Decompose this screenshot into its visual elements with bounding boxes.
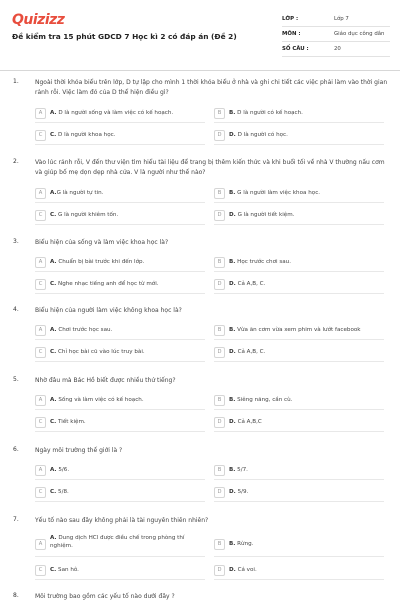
option-text: Tiết kiệm.: [58, 419, 86, 425]
option-underline: [214, 556, 384, 557]
option-text: Cá voi.: [237, 567, 257, 573]
question-text: Nhờ đâu mà Bác Hồ biết được nhiều thứ tiếng?: [35, 377, 176, 384]
question-item: 3. Biểu hiện của sống và làm việc khoa học là? A A. Chuẩn bị bài trước khi đến lớp. B B. Học trước chơi sau. C C. Nghe nhạc tiếng anh để học từ mới. D D. Cả A,B, C.: [0, 238, 400, 302]
option-underline: [214, 579, 384, 580]
option-letter-box: A: [35, 325, 46, 336]
option-text: Vừa ăn cơm vừa xem phim và lướt facebook: [237, 327, 361, 333]
question-number: 5.: [13, 376, 19, 383]
option-letter-box: A: [35, 108, 46, 119]
option-text: G là người làm việc khoa học.: [237, 190, 321, 196]
question-number: 6.: [13, 446, 19, 453]
option-letter-box: A: [35, 539, 46, 550]
document-title: Đề kiểm tra 15 phút GDCD 7 Học kì 2 có đáp án (Đề 2): [12, 32, 237, 41]
option-letter-box: C: [35, 417, 46, 428]
question-number: 7.: [13, 516, 19, 523]
meta-row-subject: [282, 27, 390, 42]
option-letter-box: B: [214, 395, 225, 406]
option-underline: [214, 293, 384, 294]
option-text: 5/6.: [58, 467, 70, 473]
quizizz-logo: Quizizz: [12, 12, 65, 28]
option-letter-box: B: [214, 257, 225, 268]
option-text: Cả A,B,C: [237, 419, 262, 425]
option-letter-box: A: [35, 395, 46, 406]
question-text: Ngoài thời khóa biểu trên lớp, D tự lập cho mình 1 thời khóa biểu ở nhà và ghi chi tiết các việc phải làm vào thời gian rảnh rỗi. Việc làm đó của D thể hiện điều gì?: [35, 79, 388, 96]
meta-row-count: [282, 42, 390, 57]
option-underline: [214, 501, 384, 502]
meta-label: LỚP :: [282, 16, 299, 22]
option-text: D là người khoa học.: [58, 132, 116, 138]
option-underline: [214, 409, 384, 410]
question-number: 1.: [13, 78, 19, 85]
option-text: D là người có kế hoạch.: [237, 110, 303, 116]
option-letter-box: A: [35, 257, 46, 268]
option-text: Chơi trước học sau.: [58, 327, 113, 333]
question-number: 8.: [13, 592, 19, 599]
question-item: 7. Yếu tố nào sau đây không phải là tài nguyên thiên nhiên? A A. Dung dịch HCl được điều chế trong phòng thí nghiệm. B B. Rừng. C C. San hô. D D. Cá voi.: [0, 516, 400, 590]
option-underline: [214, 479, 384, 480]
question-item: 2. Vào lúc rảnh rỗi, V đến thư viện tìm hiểu tài liệu để trang bị thêm kiến thức và khi buổi tối về nhà V thường nấu cơm và giúp bố mẹ dọn dẹp nhà cửa. V là người như thế nào? A A.G là người tự tin. B B. G là người làm việc khoa học. C C. G là người khiêm tốn. D D. G là người tiết kiệm.: [0, 158, 400, 232]
option-underline: [214, 431, 384, 432]
question-item: [0, 592, 400, 600]
option-letter-box: D: [214, 347, 225, 358]
option-underline: [35, 202, 205, 203]
option-text: G là người tự tin.: [56, 190, 104, 196]
question-text: Môi trường bao gồm các yếu tố nào dưới đây ?: [35, 593, 175, 600]
option-text: Cả A,B, C.: [237, 349, 266, 355]
meta-label: SỐ CÂU :: [282, 46, 309, 52]
question-item: 4. Biểu hiện của người làm việc không khoa học là? A A. Chơi trước học sau. B B. Vừa ăn cơm vừa xem phim và lướt facebook C C. Chỉ học bài cũ vào lúc truy bài. D D. Cả A,B, C.: [0, 306, 400, 370]
option-text: San hô.: [58, 567, 79, 573]
meta-value: Giáo dục công dân: [334, 31, 385, 37]
option-letter-box: B: [214, 325, 225, 336]
option-underline: [214, 339, 384, 340]
option-text: Dung dịch HCl được điều chế trong phòng thí nghiệm.: [50, 535, 185, 549]
option-underline: [35, 409, 205, 410]
option-underline: [214, 271, 384, 272]
question-number: 3.: [13, 238, 19, 245]
option-text: Siêng năng, cần cù.: [237, 397, 293, 403]
option-text: Cả A,B, C.: [237, 281, 266, 287]
option-letter-box: A: [35, 465, 46, 476]
option-letter-box: B: [214, 108, 225, 119]
option-letter-box: C: [35, 565, 46, 576]
option-underline: [214, 122, 384, 123]
option-letter-box: D: [214, 130, 225, 141]
option-text: G là người tiết kiệm.: [237, 212, 295, 218]
option-underline: [35, 501, 205, 502]
option-text: Chỉ học bài cũ vào lúc truy bài.: [58, 349, 145, 355]
option-letter-box: D: [214, 417, 225, 428]
option-letter-box: C: [35, 210, 46, 221]
option-underline: [214, 224, 384, 225]
option-underline: [35, 224, 205, 225]
option-underline: [35, 431, 205, 432]
meta-value: 20: [334, 46, 341, 52]
option-text: Rừng.: [237, 541, 254, 547]
option-underline: [35, 122, 205, 123]
option-underline: [35, 479, 205, 480]
option-letter-box: B: [214, 188, 225, 199]
option-text: 5/9.: [237, 489, 249, 495]
question-text: Yếu tố nào sau đây không phải là tài nguyên thiên nhiên?: [35, 517, 209, 524]
option-letter-box: A: [35, 188, 46, 199]
option-underline: [35, 271, 205, 272]
option-letter-box: C: [35, 487, 46, 498]
question-item: 6. Ngày môi trường thế giới là ? A A. 5/6. B B. 5/7. C C. 5/8. D D. 5/9.: [0, 446, 400, 510]
meta-panel: [282, 12, 390, 57]
option-letter-box: B: [214, 539, 225, 550]
option-text: Sống và làm việc có kế hoạch.: [58, 397, 144, 403]
meta-row-grade: [282, 12, 390, 27]
option-text: Học trước chơi sau.: [237, 259, 292, 265]
option-underline: [35, 339, 205, 340]
option-underline: [214, 144, 384, 145]
option-text: Nghe nhạc tiếng anh để học từ mới.: [58, 281, 159, 287]
question-number: 2.: [13, 158, 19, 165]
question-text: Biểu hiện của sống và làm việc khoa học là?: [35, 239, 169, 246]
meta-value: Lớp 7: [334, 16, 349, 22]
option-letter-box: B: [214, 465, 225, 476]
option-letter-box: D: [214, 210, 225, 221]
option-letter-box: D: [214, 279, 225, 290]
question-item: 1. Ngoài thời khóa biểu trên lớp, D tự lập cho mình 1 thời khóa biểu ở nhà và ghi chi tiết các việc phải làm vào thời gian rảnh rỗi. Việc làm đó của D thể hiện điều gì? A A. D là người sống và làm việc có kế hoạch. B B. D là người có kế hoạch. C C. D là người khoa học. D D. D là người có học.: [0, 78, 400, 152]
option-underline: [35, 579, 205, 580]
meta-label: MÔN :: [282, 31, 301, 37]
option-underline: [35, 556, 205, 557]
option-underline: [35, 144, 205, 145]
option-letter-box: C: [35, 347, 46, 358]
option-underline: [214, 361, 384, 362]
option-letter-box: D: [214, 487, 225, 498]
header-divider: [0, 70, 400, 71]
option-underline: [214, 202, 384, 203]
option-text: D là người sống và làm việc có kế hoạch.: [58, 110, 174, 116]
option-text: Chuẩn bị bài trước khi đến lớp.: [58, 259, 145, 265]
option-letter-box: C: [35, 130, 46, 141]
question-text: Ngày môi trường thế giới là ?: [35, 447, 123, 454]
option-text: D là người có học.: [237, 132, 288, 138]
question-number: 4.: [13, 306, 19, 313]
option-underline: [35, 361, 205, 362]
question-text: Biểu hiện của người làm việc không khoa học là?: [35, 307, 182, 314]
question-item: 5. Nhờ đâu mà Bác Hồ biết được nhiều thứ tiếng? A A. Sống và làm việc có kế hoạch. B B. Siêng năng, cần cù. C C. Tiết kiệm. D D. Cả A,B,C: [0, 376, 400, 440]
option-text: 5/8.: [58, 489, 69, 495]
option-underline: [35, 293, 205, 294]
option-letter-box: C: [35, 279, 46, 290]
option-letter-box: D: [214, 565, 225, 576]
question-text: Vào lúc rảnh rỗi, V đến thư viện tìm hiểu tài liệu để trang bị thêm kiến thức và khi buổi tối về nhà V thường nấu cơm và giúp bố mẹ dọn dẹp nhà cửa. V là người như thế nào?: [35, 159, 385, 176]
option-text: 5/7.: [237, 467, 248, 473]
option-text: G là người khiêm tốn.: [58, 212, 119, 218]
